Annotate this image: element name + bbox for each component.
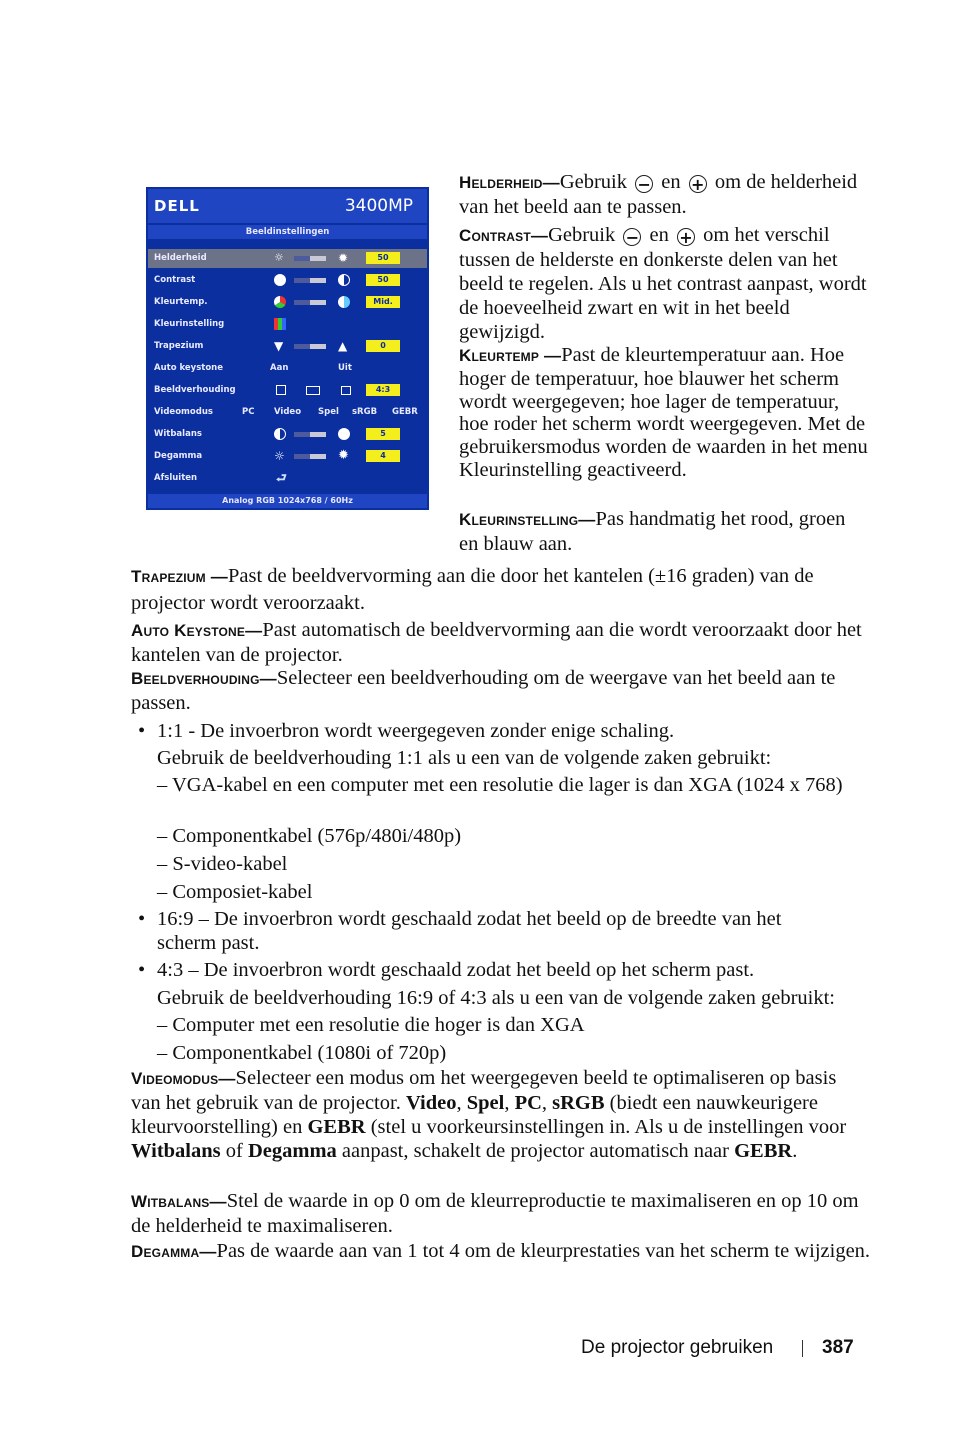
dash-svideo: – S-video-kabel [157,853,288,875]
osd-row-witbalans: Witbalans 5 [148,425,427,444]
minus-icon: − [635,175,653,193]
osd-footer: Analog RGB 1024x768 / 60Hz [148,494,427,508]
osd-row-helderheid: Helderheid ☼ ✹ 50 [148,249,427,268]
osd-row-kleurtemp: Kleurtemp. Mid. [148,293,427,312]
white-balance-low-icon [274,428,286,440]
osd-bar-fill [294,432,310,437]
dell-logo: DELL [154,197,200,215]
sun-small-icon: ☼ [274,251,284,264]
osd-model: 3400MP [344,196,413,216]
page-number: 387 [822,1337,854,1358]
dash-component: – Componentkabel (576p/480i/480p) [157,825,462,847]
color-temp-cool-icon [338,296,350,308]
degamma-high-icon: ✹ [338,448,349,463]
osd-bar-fill [294,278,310,283]
osd-menu-screenshot [146,187,429,510]
contrast-low-icon [274,274,286,286]
bullet-4-3: 4:3 – De invoerbron wordt geschaald zodat het beeld op het scherm past. [157,959,755,981]
dash-composiet: – Composiet-kabel [157,881,313,903]
bullet-icon: • [138,908,146,930]
bullet-1-1: 1:1 - De invoerbron wordt weergegeven zonder enige schaling. [157,720,675,742]
osd-subtitle: Beeldinstellingen [148,225,427,239]
footer-divider [802,1340,803,1357]
osd-row-contrast: Contrast 50 [148,271,427,290]
osd-row-autokeystone: Auto keystone Aan Uit [154,363,352,373]
para-kleurtemp: Kleurtemp —Past de kleurtemperatuur aan. Hoe hoger de temperatuur, hoe blauwer het scherm wordt weergegeven; hoe lager de temperatuur, hoe roder het scherm wordt weergegeven. Met de gebruikersmodus worden de waarden in het menu Kleurinstelling geactiveerd. [459,344,868,481]
osd-bar [294,432,326,437]
white-balance-high-icon [338,428,350,440]
osd-row-videomodus: Videomodus PC Video Spel sRGB GEBR [154,407,418,417]
degamma-low-icon: ☼ [274,449,285,463]
sun-large-icon: ✹ [338,251,349,265]
bullet-1-1-sub: Gebruik de beeldverhouding 1:1 als u een van de volgende zaken gebruikt: [157,747,772,769]
para-beeldverhouding: Beeldverhouding—Selecteer een beeldverhouding om de weergave van het beeld aan te passen. [131,667,836,714]
para-contrast: Contrast—Gebruik − en + om het verschil tussen de helderste en donkerste delen van het beeld te regelen. Als u het contrast aanpast, wordt de hoeveelheid zwart en wit in het beeld gewijzigd. [459,224,867,343]
bullet-icon: • [138,720,146,742]
bullet-16-9: 16:9 – De invoerbron wordt geschaald zodat het beeld op de breedte van het scherm past. [157,908,782,954]
osd-row-trapezium: Trapezium ▼ ▲ 0 [148,337,427,356]
keystone-up-icon: ▲ [338,339,348,353]
osd-header [148,189,427,223]
exit-arrow-icon: ⮐ [276,471,287,485]
osd-row-degamma: Degamma ☼ ✹ 4 [148,447,427,466]
para-trapezium: Trapezium —Past de beeldvervorming aan die door het kantelen (±16 graden) van de projector wordt veroorzaakt. [131,565,814,614]
footer-section-title: De projector gebruiken [581,1337,774,1358]
osd-bar [294,300,326,305]
aspect-1-1-icon [276,385,286,395]
bullet-4-3-sub: Gebruik de beeldverhouding 16:9 of 4:3 als u een van de volgende zaken gebruikt: [157,987,836,1009]
dash-vga: – VGA-kabel en een computer met een resolutie die lager is dan XGA (1024 x 768) [157,774,843,796]
osd-bar-fill [294,256,310,261]
osd-bar-fill [294,344,310,349]
osd-bar [294,344,326,349]
osd-bar [294,256,326,261]
para-videomodus: Videomodus—Selecteer een modus om het weergegeven beeld te optimaliseren op basis van het gebruik van de projector. Video, Spel, PC, sRGB (biedt een nauwkeurigere kleurvoorstelling) en GEBR (stel u voorkeursinstellingen in. Als u de instellingen voor Witbalans of Degamma aanpast, schakelt de projector automatisch naar GEBR. [131,1067,847,1162]
aspect-16-9-icon [306,386,320,395]
osd-bar-fill [294,454,310,459]
para-autokeystone: Auto Keystone—Past automatisch de beeldvervorming aan die wordt veroorzaakt door het kantelen van de projector. [131,619,862,666]
para-witbalans: Witbalans—Stel de waarde in op 0 om de kleurreproductie te maximaliseren en op 10 om de helderheid te maximaliseren. [131,1190,859,1237]
dash-computer: – Computer met een resolutie die hoger is dan XGA [157,1014,585,1036]
plus-icon: + [677,228,695,246]
osd-bar-fill [294,300,310,305]
minus-icon: − [623,228,641,246]
rgb-bars-icon [274,318,286,330]
para-helderheid: Helderheid—Gebruik − en + om de helderheid van het beeld aan te passen. [459,171,858,218]
para-kleurinstelling: Kleurinstelling—Pas handmatig het rood, groen en blauw aan. [459,508,846,555]
osd-row-kleurinstelling: Kleurinstelling [148,315,427,334]
para-degamma: Degamma—Pas de waarde aan van 1 tot 4 om de kleurprestaties van het scherm te wijzigen. [131,1240,871,1262]
bullet-icon: • [138,959,146,981]
dash-component-hd: – Componentkabel (1080i of 720p) [157,1042,447,1064]
keystone-down-icon: ▼ [274,339,284,353]
plus-icon: + [689,175,707,193]
contrast-high-icon [338,274,350,286]
osd-row-afsluiten: Afsluiten ⮐ [154,471,287,485]
color-temp-warm-icon [274,296,286,308]
osd-row-beeldverhouding: Beeldverhouding 4:3 [148,381,427,400]
osd-bar [294,454,326,459]
osd-bar [294,278,326,283]
aspect-4-3-icon [341,386,351,395]
